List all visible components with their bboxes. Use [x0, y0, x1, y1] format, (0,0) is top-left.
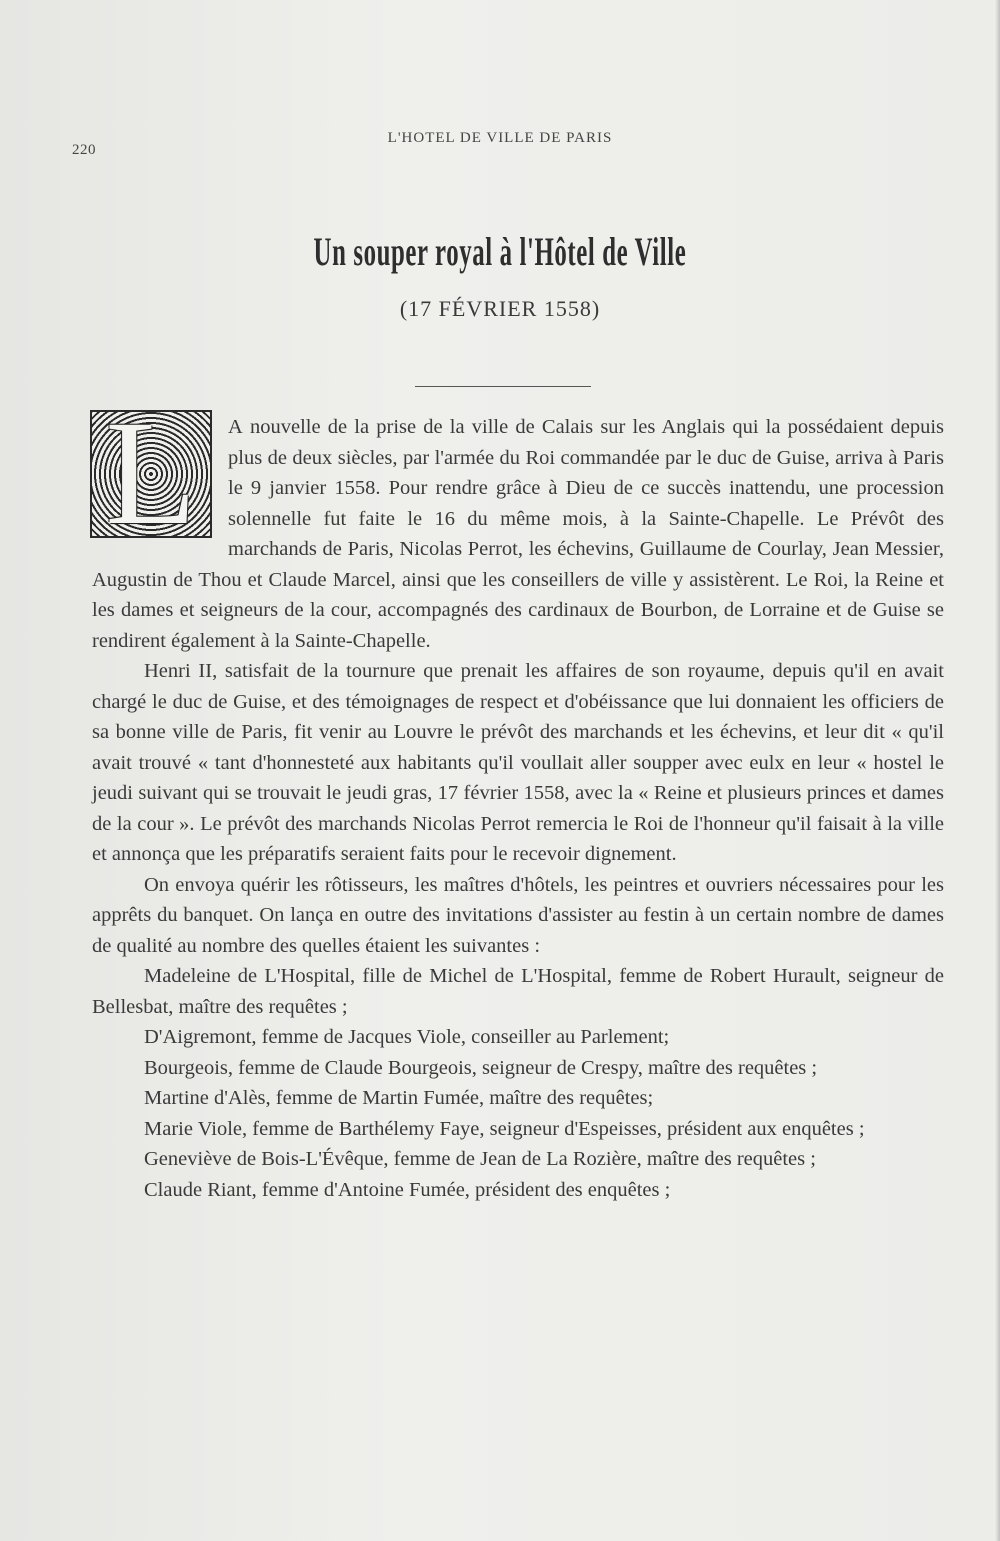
list-paragraph: Marie Viole, femme de Barthélemy Faye, seigneur d'Espeisses, président aux enquêtes ;	[144, 1117, 865, 1140]
title-rule	[415, 386, 591, 387]
body-text	[92, 412, 944, 1205]
paragraph: Henri II, satisfait de la tournure que prenait les affaires de son royaume, depuis qu'il en avait chargé le duc de Guise, et des témoignages de respect et d'obéissance que lui donnaient les officiers de sa bonne ville de Paris, fit venir au Louvre le prévôt des marchands et les échevins, et leur dit « qu'il avait trouvé « tant d'honnesteté aux habitants qu'il voullait aller soupper avec eulx en leur « hostel le jeudi suivant qui se trouvait le jeudi gras, 17 février 1558, avec la « Reine et plusieurs princes et dames de la cour ». Le prévôt des marchands Nicolas Perrot remercia le Roi de l'honneur qu'il faisait à la ville et annonça que les préparatifs seraient faits pour le recevoir dignement.	[92, 660, 944, 865]
chapter-date: (17 FÉVRIER 1558)	[399, 296, 601, 321]
drop-cap-space	[92, 412, 228, 538]
list-paragraph: Bourgeois, femme de Claude Bourgeois, seigneur de Crespy, maître des requêtes ;	[144, 1056, 818, 1079]
chapter-title: Un souper royal à l'Hôtel de Ville	[313, 229, 687, 274]
paragraph	[92, 412, 944, 656]
list-paragraph: Martine d'Alès, femme de Martin Fumée, maître des requêtes;	[144, 1087, 654, 1109]
running-head: L'HOTEL DE VILLE DE PARIS	[387, 130, 613, 146]
page-number: 220	[72, 142, 96, 158]
list-paragraph: Geneviève de Bois-L'Évêque, femme de Jean de La Rozière, maître des requêtes ;	[144, 1148, 816, 1170]
drop-cap-letter: L	[105, 410, 197, 538]
paragraph-lead: A	[228, 416, 243, 438]
list-paragraph: Madeleine de L'Hospital, fille de Michel de L'Hospital, femme de Robert Hurault, seigneur de Bellesbat, maître des requêtes ;	[92, 965, 944, 1018]
paragraph: On envoya quérir les rôtisseurs, les maîtres d'hôtels, les peintres et ouvriers nécessaires pour les apprêts du banquet. On lança en outre des invitations d'assister au festin à un certain nombre de dames de qualité au nombre des quelles étaient les suivantes :	[92, 873, 944, 957]
paragraph-text: nouvelle de la prise de la ville de Calais sur les Anglais qui la possédaient depuis plus de deux siècles, par l'armée du Roi commandée par le duc de Guise, arriva à Paris le 9 janvier 1558. Pour rendre grâce à Dieu de ce succès inattendu, une procession solennelle fut faite le 16 du même mois, à la Sainte-Chapelle. Le Prévôt des marchands de Paris, Nicolas Perrot, les échevins, Guillaume de Courlay, Jean Messier, Augustin de Thou et Claude Marcel, ainsi que les conseillers de ville y assistèrent. Le Roi, la Reine et les dames et seigneurs de la cour, accompagnés des cardinaux de Bourbon, de Lorraine et de Guise se rendirent également à la Sainte-Chapelle.	[92, 416, 944, 652]
list-paragraph: D'Aigremont, femme de Jacques Viole, conseiller au Parlement;	[144, 1026, 670, 1048]
page-edge-shadow	[995, 0, 1000, 1541]
list-paragraph: Claude Riant, femme d'Antoine Fumée, président des enquêtes ;	[144, 1178, 671, 1201]
